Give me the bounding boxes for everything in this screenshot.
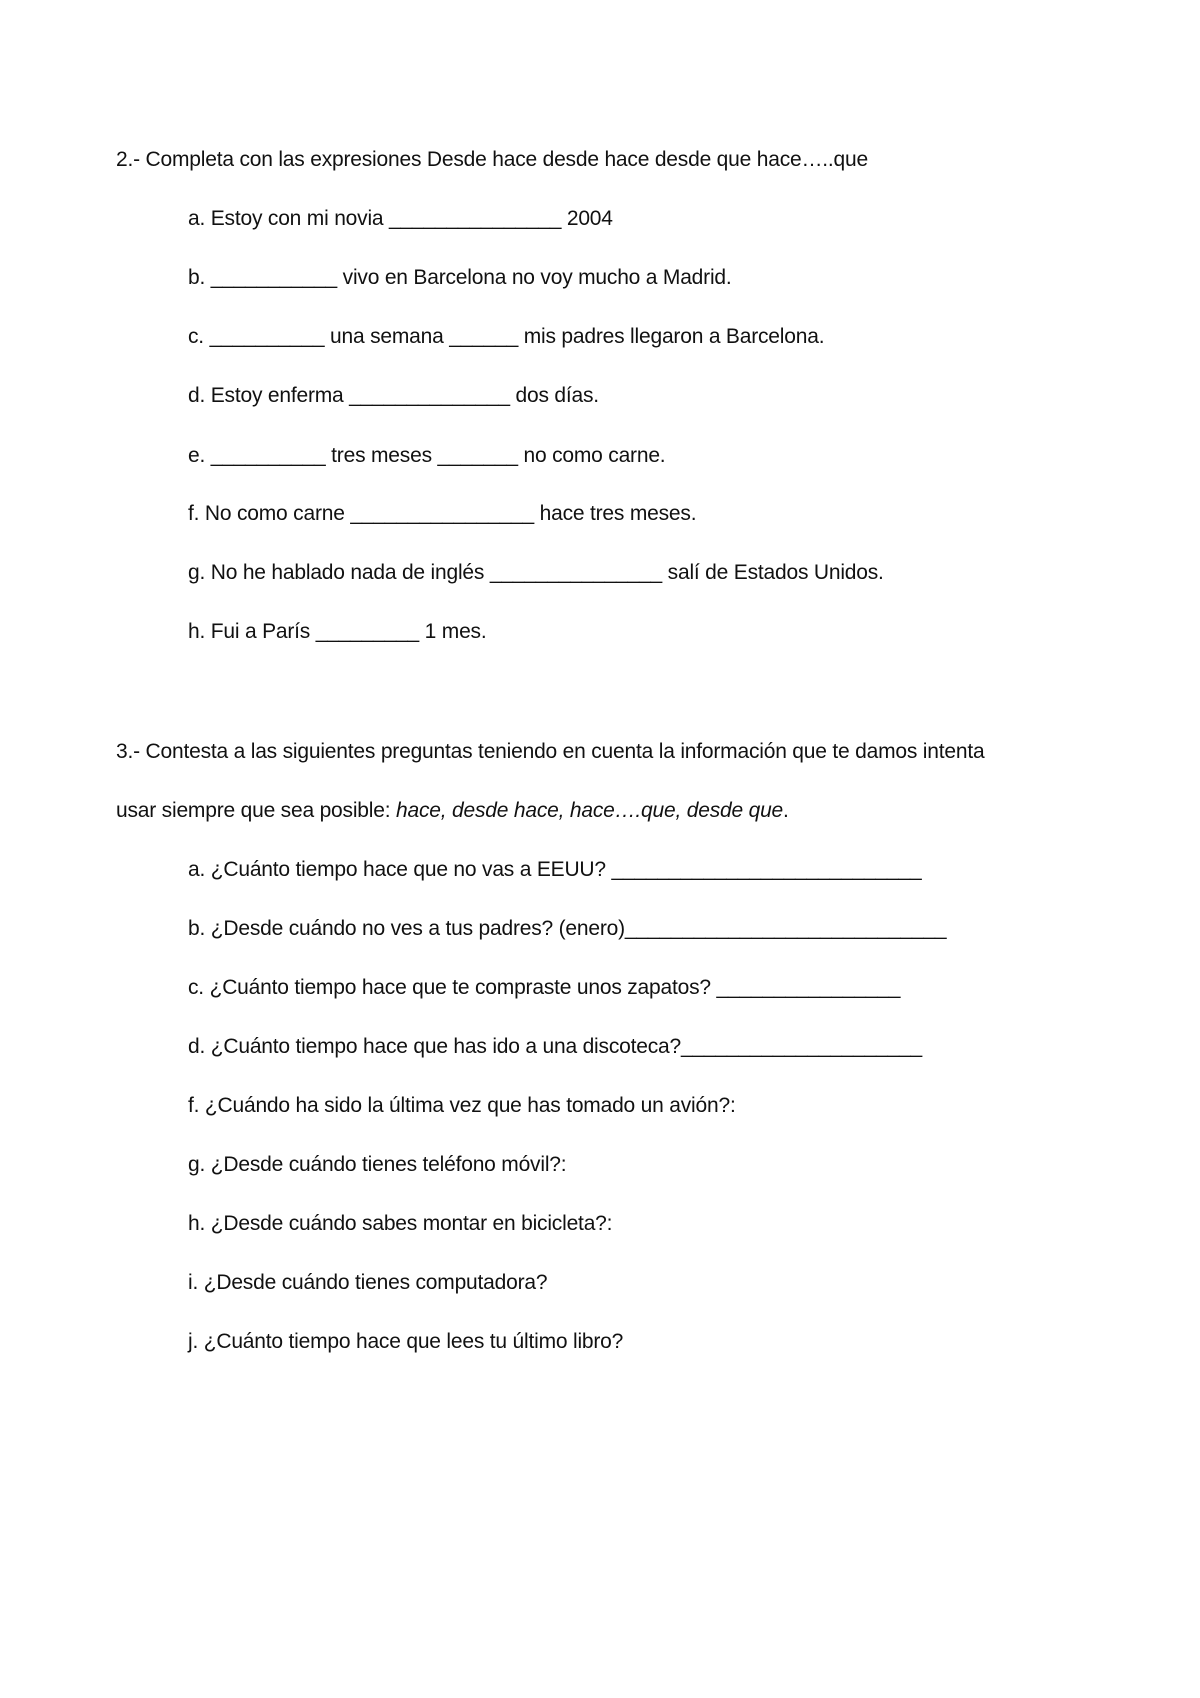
exercise-2-item-g: g. No he hablado nada de inglés _______________ salí de Estados Unidos. bbox=[188, 561, 884, 584]
exercise-3-item-a: a. ¿Cuánto tiempo hace que no vas a EEUU? ___________________________ bbox=[188, 858, 922, 881]
exercise-3-heading-line2 bbox=[116, 797, 789, 825]
exercise-3-item-c: c. ¿Cuánto tiempo hace que te compraste unos zapatos? ________________ bbox=[188, 976, 901, 999]
exercise-3-item-b: b. ¿Desde cuándo no ves a tus padres? (enero)____________________________ bbox=[188, 917, 947, 940]
exercise-3-item-g: g. ¿Desde cuándo tienes teléfono móvil?: bbox=[188, 1153, 567, 1176]
exercise-2-item-e: e. __________ tres meses _______ no como carne. bbox=[188, 444, 666, 467]
exercise-3-item-h: h. ¿Desde cuándo sabes montar en bicicleta?: bbox=[188, 1212, 613, 1235]
exercise-2-item-f: f. No como carne ________________ hace tres meses. bbox=[188, 502, 697, 525]
exercise-2-item-c: c. __________ una semana ______ mis padres llegaron a Barcelona. bbox=[188, 325, 825, 348]
exercise-3-heading-line1: 3.- Contesta a las siguientes preguntas teniendo en cuenta la información que te damos intenta bbox=[116, 740, 985, 763]
exercise-2-item-h: h. Fui a París _________ 1 mes. bbox=[188, 620, 487, 643]
exercise-2-item-d: d. Estoy enferma ______________ dos días. bbox=[188, 384, 599, 407]
exercise-3-item-j: j. ¿Cuánto tiempo hace que lees tu último libro? bbox=[188, 1330, 624, 1353]
exercise-2-item-a: a. Estoy con mi novia _______________ 2004 bbox=[188, 207, 613, 230]
exercise-2-item-b: b. ___________ vivo en Barcelona no voy mucho a Madrid. bbox=[188, 266, 732, 289]
exercise-3-heading-expressions: hace, desde hace, hace….que, desde que bbox=[396, 799, 784, 822]
exercise-3-item-d: d. ¿Cuánto tiempo hace que has ido a una discoteca?_____________________ bbox=[188, 1035, 923, 1058]
exercise-3-heading-plain: usar siempre que sea posible: bbox=[116, 799, 396, 822]
exercise-3-item-i: i. ¿Desde cuándo tienes computadora? bbox=[188, 1271, 548, 1294]
exercise-3-heading-end: . bbox=[783, 799, 789, 822]
exercise-3-item-f: f. ¿Cuándo ha sido la última vez que has tomado un avión?: bbox=[188, 1094, 736, 1117]
exercise-2-heading: 2.- Completa con las expresiones Desde hace desde hace desde que hace…..que bbox=[116, 148, 868, 171]
